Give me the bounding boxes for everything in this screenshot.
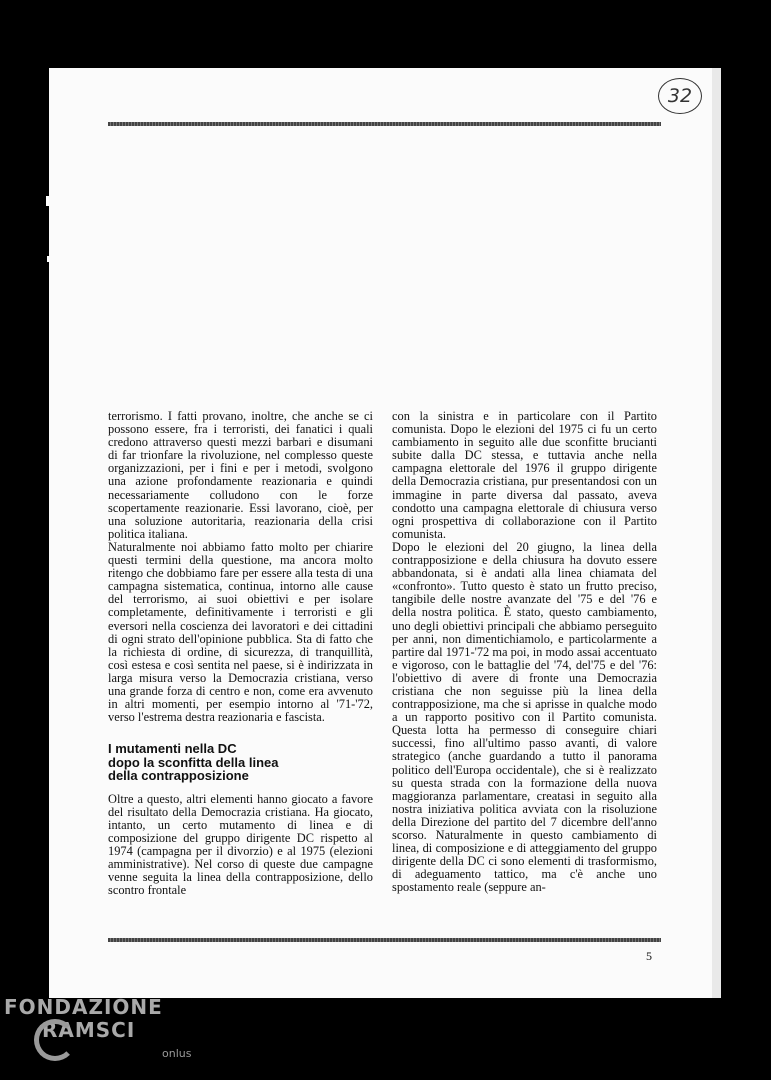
paragraph: Oltre a questo, altri elementi hanno giocato a favore del risultato della Democrazia cristiana. Ha giocato, intanto, un certo mutamento di linea e di composizione del gruppo dirigente DC rispetto al 1974 (campagna per il divorzio) e al 1975 (elezioni amministrative). Nel corso di queste due campagne venne seguita la linea della contrapposizione, dello scontro frontale — [108, 791, 373, 898]
heading-line: della contrapposizione — [108, 768, 249, 784]
fondazione-gramsci-logo — [4, 995, 192, 1060]
page-edge — [712, 68, 721, 998]
top-rule — [108, 122, 661, 126]
logo-line1: FONDAZIONE — [4, 995, 163, 1019]
logo-g-icon — [34, 1019, 76, 1061]
section-heading — [108, 742, 373, 783]
page-number: 5 — [646, 949, 652, 963]
heading-line: I mutamenti nella DC — [108, 741, 237, 757]
scan-mark — [47, 256, 50, 262]
logo-line2: RAMSCI — [42, 1018, 136, 1042]
paragraph: con la sinistra e in particolare con il Partito comunista. Dopo le elezioni del 1975 ci fu un certo cambiamento in seguito alle due sconfitte brucianti subite dalla DC stessa, e tuttavia anche nella campagna elettorale del 1976 il gruppo dirigente della Democrazia cristiana, pur presentandosi con un immagine in parte diversa dal passato, aveva condotto una campagna elettorale di chiusura verso ogni prospettiva di collaborazione con il Partito comunista. — [392, 409, 657, 541]
bottom-rule — [108, 938, 661, 942]
paragraph: Dopo le elezioni del 20 giugno, la linea della contrapposizione e della chiusura ha dovuto essere abbandonata, si è andati alla linea chiamata del «confronto». Tutto questo è stato un frutto preciso, tangibile delle nostre avanzate del '75 e del '76 e della nostra politica. È stato, questo cambiamento, uno degli obiettivi principali che abbiamo perseguito per anni, non dimentichiamolo, e particolarmente a partire dal 1971-'72 ma poi, in modo assai accentuato e vigoroso, con le battaglie del '74, del'75 e del '76: l'obiettivo di avere di fronte una Democrazia cristiana che non seguisse più la linea della contrapposizione, ma che si aprisse in qualche modo a un rapporto positivo con il Partito comunista. Questa lotta ha permesso di conseguire chiari successi, fino all'ultimo passo avanti, di valore strategico (anche guardando a tutto il panorama politico dell'Europa occidentale), che si è realizzato su questa strada con la formazione della nuova maggioranza parlamentare, creatasi in seguito alla nostra iniziativa politica avviata con la risoluzione della Direzione del partito del 7 dicembre dell'anno scorso. Naturalmente in questo cambiamento di linea, di composizione e di atteggiamento del gruppo dirigente della DC ci sono elementi di trasformismo, di adeguamento tattico, ma c'è anche uno spostamento reale (seppure an- — [392, 539, 657, 895]
left-column — [108, 410, 373, 898]
archive-stamp: 32 — [658, 78, 702, 114]
heading-line: dopo la sconfitta della linea — [108, 754, 279, 770]
right-column — [392, 410, 657, 894]
logo-subtitle: onlus — [162, 1047, 192, 1060]
paragraph: terrorismo. I fatti provano, inoltre, che anche se ci possono essere, fra i terroristi, dei fanatici i quali credono attraverso questi mezzi barbari e disumani di far trionfare la rivoluzione, nel complesso queste organizzazioni, per i fini e per i metodi, svolgono una azione profondamente reazionaria e quindi necessariamente colludono con le forze scopertamente reazionarie. Essi lavorano, cioè, per una soluzione autoritaria, reazionaria della crisi politica italiana. — [108, 409, 373, 541]
paragraph: Naturalmente noi abbiamo fatto molto per chiarire questi termini della questione, ma ancora molto ritengo che dobbiamo fare per essere alla testa di una campagna sistematica, continua, intorno alle cause del terrorismo, ai suoi obiettivi e per isolare completamente, definitivamente i terroristi e gli eversori nella coscienza dei lavoratori e dei cittadini di ogni strato dell'opinione pubblica. Sta di fatto che la richiesta di ordine, di sicurezza, di tranquillità, così estesa e così sentita nel paese, si è indirizzata in larga misura verso la Democrazia cristiana, verso una grande forza di centro e non, come era avvenuto in altri momenti, per esempio intorno al '71-'72, verso l'estrema destra reazionaria e fascista. — [108, 539, 373, 725]
scan-mark — [46, 196, 49, 206]
